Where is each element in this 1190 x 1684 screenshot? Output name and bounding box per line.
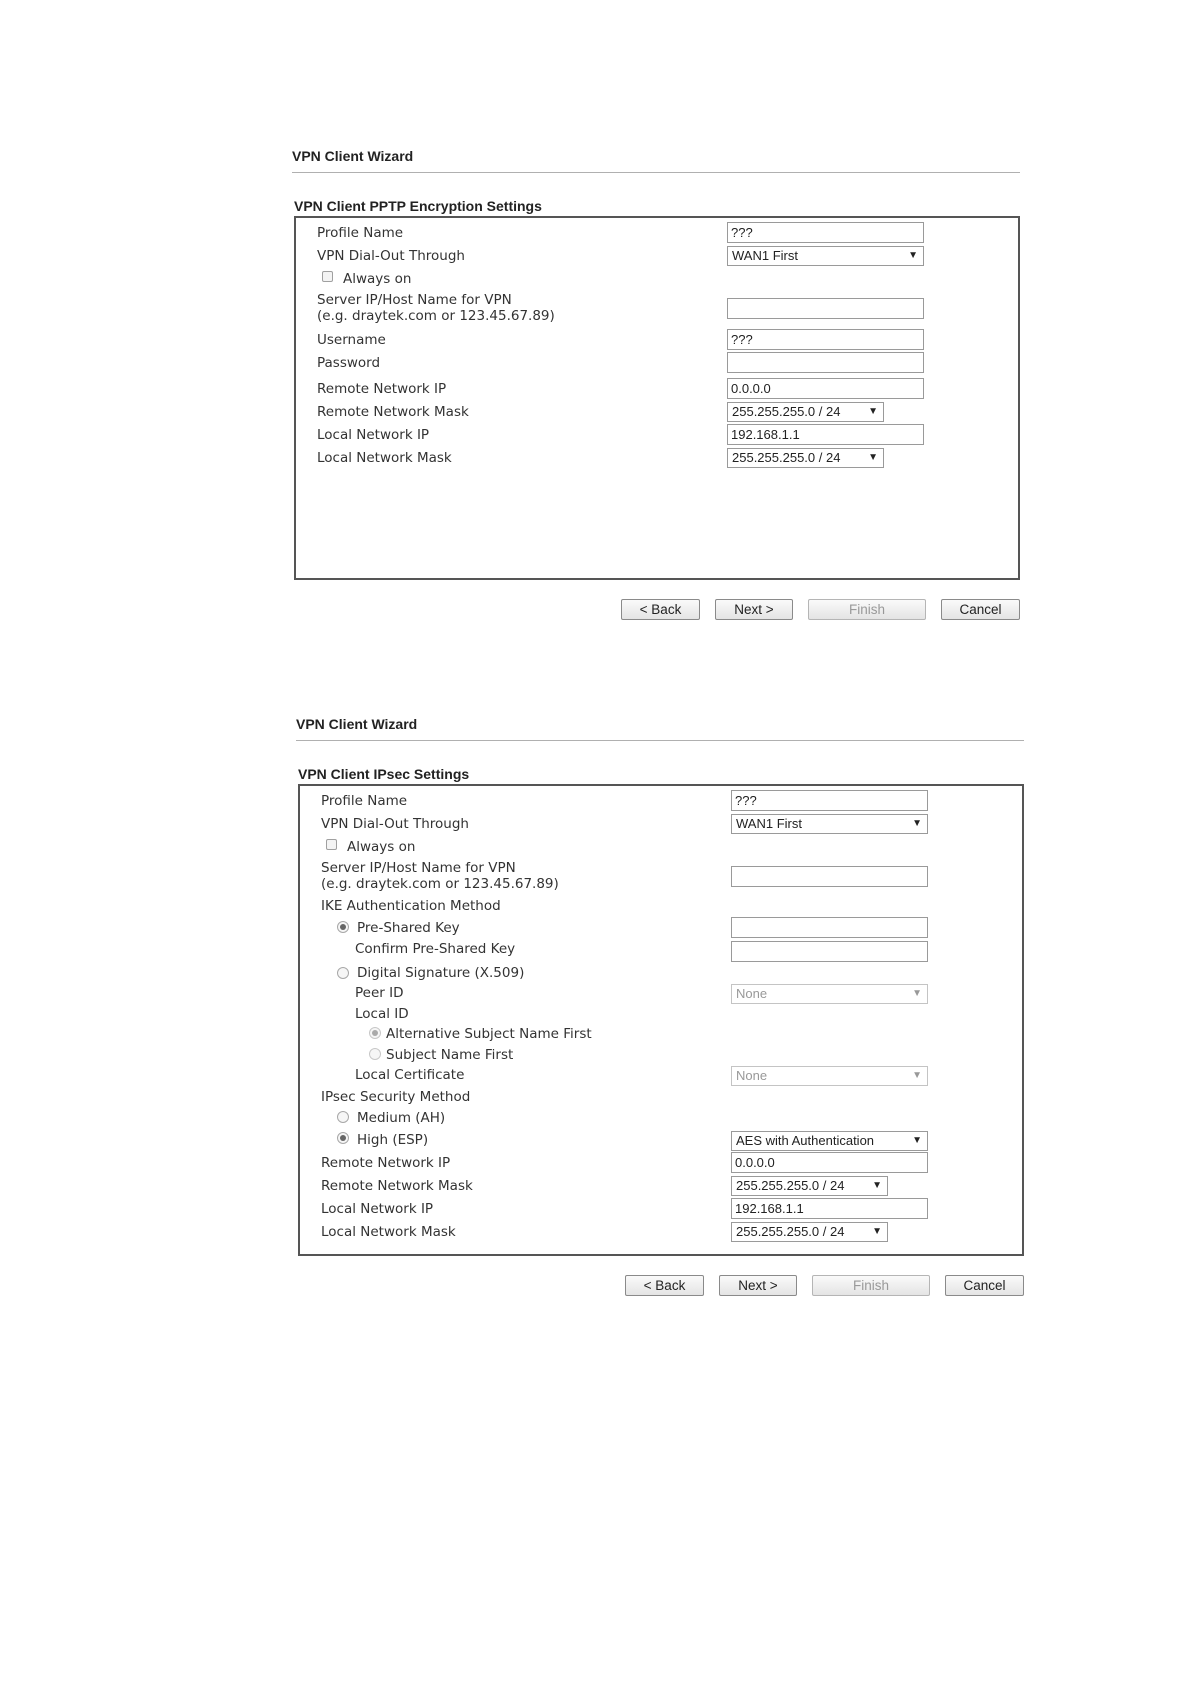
remote-mask-label: Remote Network Mask: [321, 1178, 473, 1194]
local-ip-input[interactable]: 192.168.1.1: [727, 424, 924, 445]
always-on-label: Always on: [347, 839, 416, 855]
remote-mask-select[interactable]: [727, 402, 884, 422]
ike-method-label: IKE Authentication Method: [321, 898, 501, 914]
title-divider: [292, 172, 1020, 173]
dial-out-select[interactable]: [731, 814, 928, 834]
confirm-psk-label: Confirm Pre-Shared Key: [355, 941, 516, 957]
cancel-button[interactable]: Cancel: [945, 1275, 1024, 1296]
local-cert-select[interactable]: [731, 1066, 928, 1086]
button-bar: [292, 580, 1020, 620]
server-input[interactable]: [731, 866, 928, 887]
local-cert-value: None: [736, 1068, 768, 1083]
next-button[interactable]: Next >: [715, 599, 793, 620]
ipsec-method-label: IPsec Security Method: [321, 1089, 471, 1105]
alt-subject-label: Alternative Subject Name First: [386, 1026, 592, 1042]
high-esp-radio[interactable]: [337, 1132, 349, 1144]
confirm-psk-input[interactable]: [731, 941, 928, 962]
username-label: Username: [317, 332, 386, 348]
profile-name-label: Profile Name: [321, 793, 408, 809]
dropdown-arrow-icon: ▼: [912, 988, 922, 999]
server-input[interactable]: [727, 298, 924, 319]
dial-out-select[interactable]: [727, 246, 924, 266]
dropdown-arrow-icon: ▼: [868, 452, 878, 463]
next-button[interactable]: Next >: [719, 1275, 797, 1296]
server-hint: (e.g. draytek.com or 123.45.67.89): [317, 308, 555, 324]
dial-out-value: WAN1 First: [732, 248, 798, 263]
always-on-checkbox[interactable]: [322, 271, 333, 282]
encryption-value: AES with Authentication: [736, 1133, 875, 1148]
encryption-select[interactable]: [731, 1131, 928, 1151]
digital-signature-label: Digital Signature (X.509): [357, 965, 525, 981]
profile-name-label: Profile Name: [317, 225, 404, 241]
always-on-checkbox[interactable]: [326, 839, 337, 850]
remote-ip-input[interactable]: 0.0.0.0: [727, 378, 924, 399]
local-id-label: Local ID: [355, 1006, 409, 1022]
finish-button[interactable]: Finish: [812, 1275, 930, 1296]
local-ip-label: Local Network IP: [317, 427, 430, 443]
password-input[interactable]: [727, 352, 924, 373]
pre-shared-key-radio[interactable]: [337, 921, 349, 933]
wizard-title: VPN Client Wizard: [292, 148, 414, 164]
dropdown-arrow-icon: ▼: [872, 1226, 882, 1237]
peer-id-value: None: [736, 986, 768, 1001]
dropdown-arrow-icon: ▼: [868, 406, 878, 417]
local-mask-label: Local Network Mask: [321, 1224, 456, 1240]
section-title: VPN Client IPsec Settings: [298, 766, 470, 782]
digital-signature-radio[interactable]: [337, 967, 349, 979]
username-input[interactable]: ???: [727, 329, 924, 350]
pptp-wizard: [292, 148, 1020, 620]
local-mask-value: 255.255.255.0 / 24: [732, 450, 841, 465]
pptp-settings-panel: [294, 216, 1020, 580]
profile-name-input[interactable]: ???: [731, 790, 928, 811]
subject-name-label: Subject Name First: [386, 1047, 514, 1063]
local-cert-label: Local Certificate: [355, 1067, 465, 1083]
remote-ip-label: Remote Network IP: [321, 1155, 451, 1171]
password-label: Password: [317, 355, 381, 371]
title-divider: [296, 740, 1024, 741]
wizard-title: VPN Client Wizard: [296, 716, 418, 732]
local-ip-label: Local Network IP: [321, 1201, 434, 1217]
local-mask-label: Local Network Mask: [317, 450, 452, 466]
dropdown-arrow-icon: ▼: [908, 250, 918, 261]
profile-name-input[interactable]: ???: [727, 222, 924, 243]
server-label: Server IP/Host Name for VPN: [317, 292, 512, 308]
ipsec-settings-panel: [298, 784, 1024, 1256]
remote-mask-select[interactable]: [731, 1176, 888, 1196]
remote-mask-value: 255.255.255.0 / 24: [736, 1178, 845, 1193]
local-mask-select[interactable]: [727, 448, 884, 468]
local-mask-value: 255.255.255.0 / 24: [736, 1224, 845, 1239]
dropdown-arrow-icon: ▼: [912, 1135, 922, 1146]
remote-ip-input[interactable]: 0.0.0.0: [731, 1152, 928, 1173]
dropdown-arrow-icon: ▼: [912, 818, 922, 829]
dial-out-value: WAN1 First: [736, 816, 802, 831]
ipsec-wizard: [296, 716, 1024, 1296]
remote-ip-label: Remote Network IP: [317, 381, 447, 397]
high-esp-label: High (ESP): [357, 1132, 429, 1148]
cancel-button[interactable]: Cancel: [941, 599, 1020, 620]
local-ip-input[interactable]: 192.168.1.1: [731, 1198, 928, 1219]
back-button[interactable]: < Back: [621, 599, 700, 620]
section-title: VPN Client PPTP Encryption Settings: [294, 198, 542, 214]
dropdown-arrow-icon: ▼: [912, 1070, 922, 1081]
local-mask-select[interactable]: [731, 1222, 888, 1242]
always-on-label: Always on: [343, 271, 412, 287]
medium-ah-label: Medium (AH): [357, 1110, 446, 1126]
server-hint: (e.g. draytek.com or 123.45.67.89): [321, 876, 559, 892]
peer-id-label: Peer ID: [355, 985, 404, 1001]
medium-ah-radio[interactable]: [337, 1111, 349, 1123]
finish-button[interactable]: Finish: [808, 599, 926, 620]
pre-shared-key-input[interactable]: [731, 917, 928, 938]
button-bar: [296, 1256, 1024, 1296]
dropdown-arrow-icon: ▼: [872, 1180, 882, 1191]
dial-out-label: VPN Dial-Out Through: [321, 816, 469, 832]
server-label: Server IP/Host Name for VPN: [321, 860, 516, 876]
peer-id-select[interactable]: [731, 984, 928, 1004]
subject-name-radio[interactable]: [369, 1048, 381, 1060]
back-button[interactable]: < Back: [625, 1275, 704, 1296]
alt-subject-radio[interactable]: [369, 1027, 381, 1039]
remote-mask-label: Remote Network Mask: [317, 404, 469, 420]
pre-shared-key-label: Pre-Shared Key: [357, 920, 460, 936]
dial-out-label: VPN Dial-Out Through: [317, 248, 465, 264]
remote-mask-value: 255.255.255.0 / 24: [732, 404, 841, 419]
